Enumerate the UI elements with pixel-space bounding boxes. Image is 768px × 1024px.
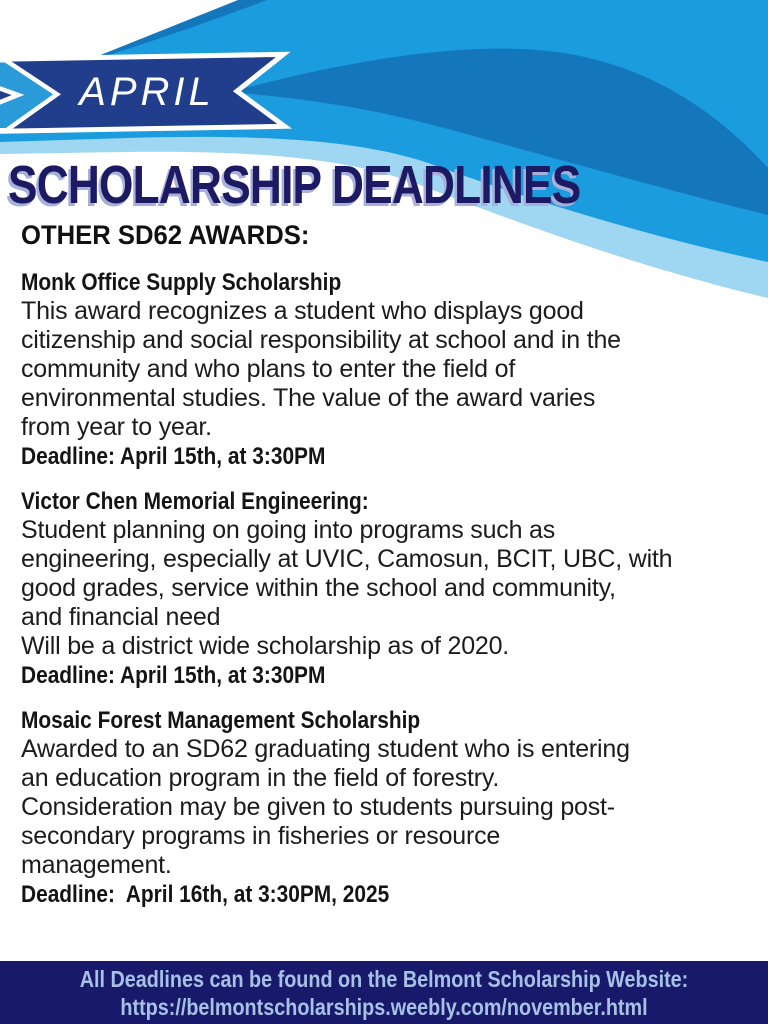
scholarship-description-line: management. <box>21 851 172 879</box>
scholarship-description-line: and financial need <box>21 603 221 631</box>
scholarship-deadline: Deadline: April 15th, at 3:30PM <box>21 662 326 689</box>
scholarship-name: Victor Chen Memorial Engineering: <box>21 488 369 515</box>
scholarship-list <box>21 268 761 925</box>
footer-bar <box>0 961 768 1024</box>
awards-subtitle: OTHER SD62 AWARDS: <box>21 220 310 250</box>
scholarship-section-mosaic <box>21 706 761 909</box>
scholarship-name: Monk Office Supply Scholarship <box>21 269 342 296</box>
footer-url: https://belmontscholarships.weebly.com/november.html <box>120 994 648 1020</box>
scholarship-description-line: Student planning on going into programs such as <box>21 516 556 544</box>
scholarship-description-line: engineering, especially at UVIC, Camosun, BCIT, UBC, with <box>21 545 673 573</box>
scholarship-description-line: good grades, service within the school and community, <box>21 574 616 602</box>
scholarship-name: Mosaic Forest Management Scholarship <box>21 707 421 734</box>
scholarship-description-line: Consideration may be given to students pursuing post- <box>21 793 615 821</box>
scholarship-description-line: Will be a district wide scholarship as of 2020. <box>21 632 510 660</box>
scholarship-description-line: environmental studies. The value of the award varies <box>21 384 596 412</box>
scholarship-description-line: an education program in the field of forestry. <box>21 764 500 792</box>
scholarship-description-line: citizenship and social responsibility at school and in the <box>21 326 621 354</box>
scholarship-description-line: Awarded to an SD62 graduating student who is entering <box>21 735 630 763</box>
month-label: APRIL <box>79 70 215 114</box>
footer-note: All Deadlines can be found on the Belmont Scholarship Website: <box>79 966 689 992</box>
scholarship-description-line: community and who plans to enter the field of <box>21 355 516 383</box>
page-title: SCHOLARSHIP DEADLINES <box>8 155 581 215</box>
scholarship-description-line: This award recognizes a student who displays good <box>21 297 584 325</box>
scholarship-section-victor-chen <box>21 487 761 690</box>
scholarship-deadline: Deadline: April 16th, at 3:30PM, 2025 <box>21 881 390 908</box>
scholarship-section-monk <box>21 268 761 471</box>
scholarship-description-line: from year to year. <box>21 413 212 441</box>
scholarship-deadline: Deadline: April 15th, at 3:30PM <box>21 443 326 470</box>
scholarship-description-line: secondary programs in fisheries or resource <box>21 822 501 850</box>
